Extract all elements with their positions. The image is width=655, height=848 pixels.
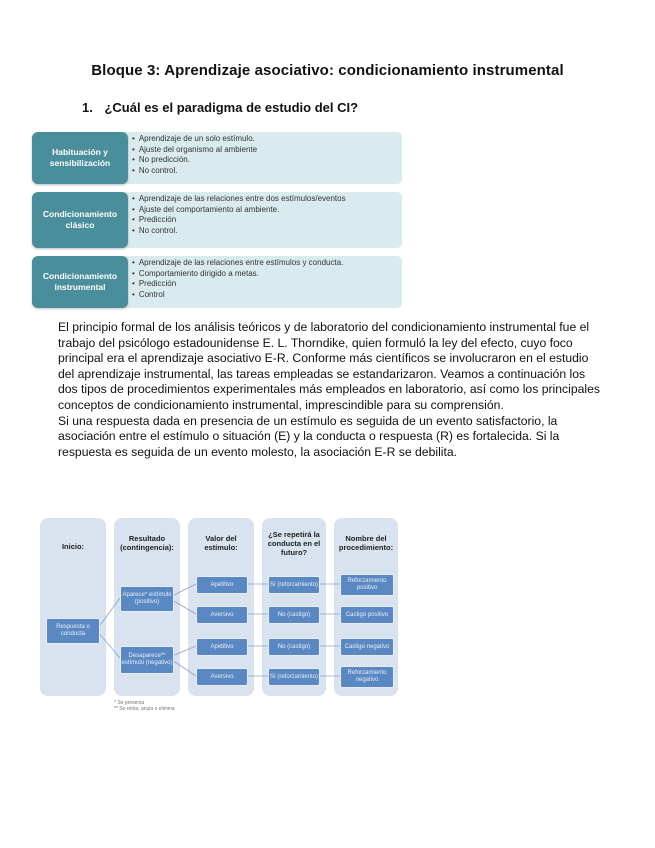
question-heading [82,100,358,115]
paradigm-item: • Aprendizaje de las relaciones entre estímulos y conducta. [132,258,402,269]
paradigm-row-habituacion [32,132,402,184]
paradigm-label: Habituación y sensibilización [32,132,128,184]
procedure-box: Reforzamiento positivo [340,574,394,596]
value-box: Aversivo [196,606,248,624]
paradigm-item: • No predicción. [132,155,402,166]
paradigm-items [118,132,402,184]
flow-footnotes [114,700,175,712]
column-header: Valor del estímulo: [204,534,238,552]
paradigm-label: Condicionamiento instrumental [32,256,128,308]
paradigm-row-instrumental [32,256,402,308]
repeat-box: No (castigo) [268,606,320,624]
procedure-box: Reforzamiento negativo [340,666,394,688]
repeat-box: Sí (reforzamiento) [268,576,320,594]
question-number: 1. [82,100,93,115]
column-header: Inicio: [61,542,85,551]
result-box-aparece: Aparece* estímulo (positivo) [120,586,174,612]
body-text [58,320,603,460]
paradigm-diagram [32,132,402,316]
value-box: Aversivo [196,668,248,686]
value-box: Apetitivo [196,576,248,594]
value-box: Apetitivo [196,638,248,656]
footnote: * Se presenta [114,700,145,706]
paradigm-item: • No control. [132,166,402,177]
paradigm-item: • Predicción [132,279,402,290]
paragraph: Si una respuesta dada en presencia de un estímulo es seguida de un evento satisfactorio, la asociación entre el estímulo o situación (E) y la conducta o respuesta (R) es fortalecida. Si la respuesta es seguida de un evento molesto, la asociación E-R se debilita. [58,413,560,459]
paradigm-item: • Aprendizaje de las relaciones entre dos estímulos/eventos [132,194,402,205]
paradigm-item: • No control. [132,226,402,237]
procedure-box: Castigo negativo [340,638,394,656]
page-title: Bloque 3: Aprendizaje asociativo: condicionamiento instrumental [91,62,564,79]
paradigm-item: • Predicción [132,215,402,226]
question-text: ¿Cuál es el paradigma de estudio del CI? [104,100,359,115]
paragraph: El principio formal de los análisis teóricos y de laboratorio del condicionamiento instrumental fue el trabajo del psicólogo estadounidense E. L. Thorndike, quien formuló la ley del efecto, cuyo foco principal era el aprendizaje asociativo E-R. Conforme más científicos se involucraron en el estudio del aprendizaje instrumental, las tareas empleadas se estandarizaron. Veamos a continuación los dos tipos de procedimientos experimentales más empleados en laboratorio, así como los principales conceptos de condicionamiento instrumental, imprescindible para su comprensión. [58,320,600,412]
repeat-box: Sí (reforzamiento) [268,668,320,686]
footnote: ** Se retira, anula o elimina [114,706,175,712]
procedure-box: Castigo positivo [340,606,394,624]
paradigm-items [118,192,402,248]
paradigm-item: • Comportamiento dirigido a metas. [132,269,402,280]
paradigm-row-clasico [32,192,402,248]
result-box-desaparece: Desaparece** estímulo (negativo) [120,646,174,674]
column-header: Resultado (contingencia): [120,534,174,552]
column-header: Nombre del procedimiento: [338,534,394,552]
contingency-flowchart [40,518,400,698]
paradigm-label: Condicionamiento clásico [32,192,128,248]
paradigm-item: • Aprendizaje de un solo estímulo. [132,134,402,145]
paradigm-item: • Ajuste del comportamiento al ambiente. [132,205,402,216]
start-box: Respuesta o conducta [46,618,100,644]
paradigm-items [118,256,402,308]
repeat-box: No (castigo) [268,638,320,656]
paradigm-item: • Control [132,290,402,301]
column-header: ¿Se repetirá la conducta en el futuro? [267,530,321,557]
paradigm-item: • Ajuste del organismo al ambiente [132,145,402,156]
